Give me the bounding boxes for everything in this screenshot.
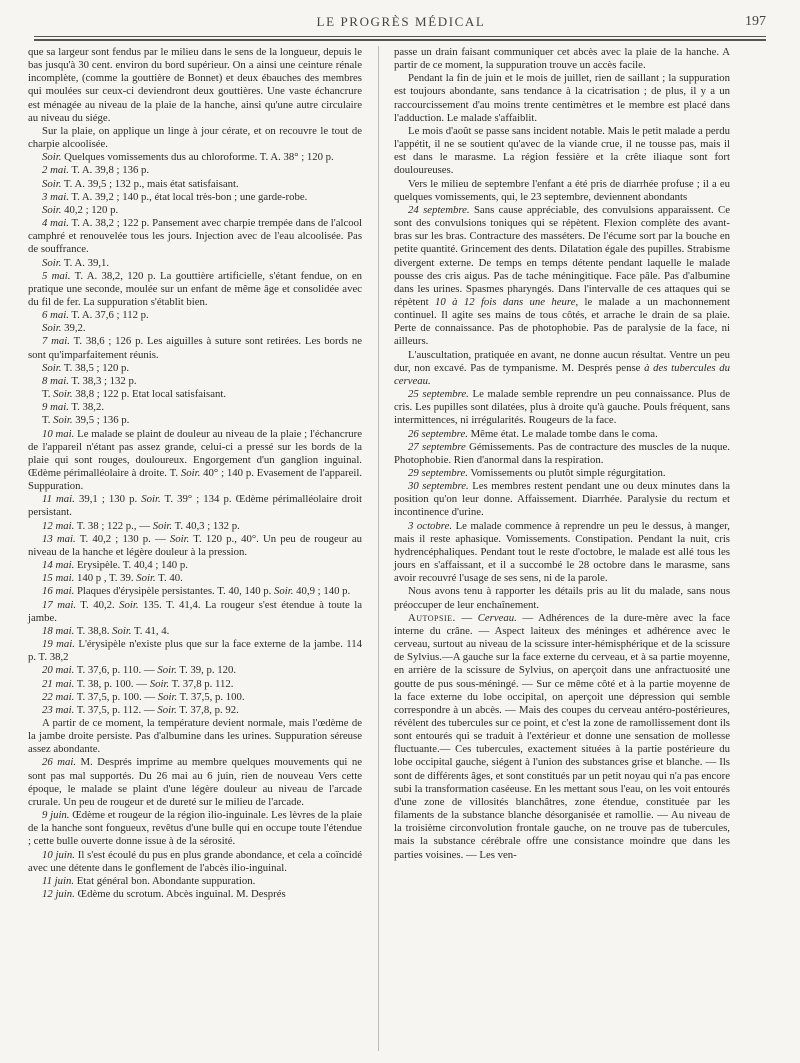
paragraph [28,164,362,177]
paragraph [394,480,730,519]
text-run: Le malade semble reprendre un peu connaissance. Plus de cris. Les pupilles sont dilatées, plus à droite qu'à gauche. Pouls fréquent, sans intermittences, ni irrégularités. Rougeurs de la face. [394,388,730,427]
paragraph [28,217,362,256]
paragraph [394,178,730,204]
text-run: T. 38,3 ; 132 p. [68,374,137,387]
text-run: T. A. 38,2, 120 p. La gouttière artificielle, s'étant fendue, on en pratique une seconde, moulée sur un enfant de même âge et consolidée avec du fil de fer. La suppuration s'établit bien. [28,269,362,308]
text-run: T. 40. [155,572,183,585]
text-run: — [455,611,478,624]
italic-text: Soir. [42,203,62,216]
paragraph [394,72,730,125]
text-run: Erysipèle. T. 40,4 ; 140 p. [74,559,188,572]
paragraph [28,270,362,309]
italic-text: 8 mai. [42,374,69,387]
text-run: Etat général bon. Abondante suppuration. [74,874,256,887]
text-run: Sur la plaie, on applique un linge à jour cérate, et on recouvre le tout de charpie alcoolisée. [28,124,362,151]
text-run: T. 39, p. 120. [176,664,237,677]
italic-text: 9 mai. [42,401,69,414]
paragraph [28,362,362,375]
paragraph [28,520,362,533]
right-column [394,46,730,862]
italic-text: 13 mai. [42,532,76,545]
paragraph [28,335,362,361]
italic-text: Cerveau. [477,611,517,624]
text-run: Le malade se plaint de douleur au niveau de la plaie ; l'échancrure de l'appareil n'étant pas assez grande, celui-ci a pressé sur les bords de la plaie qui sont rouges, douloureux. Engorgement d'un ganglion inguinal. Œdème périmalléolaire à droite. T. [28,427,363,479]
italic-text: 16 mai. [42,585,75,598]
left-column [28,46,362,901]
italic-text: 17 mai. [42,598,77,611]
italic-text: Soir. [42,361,62,374]
text-run: Œdème et rougeur de la région ilio-inguinale. Les lèvres de la plaie de la hanche sont fongueux, revêtus d'une bulle qui en occupe toute l'étendue ; cette bulle ouverte donne issue à de la sérosité. [28,809,362,848]
text-run: T. 120 p., 40°. Un peu de rougeur au niveau de la hanche et légère douleur à la pression. [28,532,363,558]
italic-text: Soir. [119,598,139,611]
italic-text: Soir. [169,532,190,545]
text-run: T. A. 39,2 ; 140 p., état local très-bon ; une garde-robe. [68,190,308,203]
italic-text: Soir. [149,677,170,690]
text-run: Les membres restent pendant une ou deux minutes dans la position qu'on leur donne. Affaissement. Diarrhée. Paralysie du rectum et incontinence d'urine. [394,480,730,519]
text-run: T. A. 39,5 ; 132 p., mais état satisfaisant. [61,177,239,190]
italic-text: 29 septembre. [408,467,468,479]
page-number: 197 [745,14,766,29]
paragraph [28,809,362,848]
text-run: Le malade commence à reprendre un peu le dessus, à manger, mais il reste aphasique. Vomissements. Constipation. Pendant la nuit, cris hydrencéphaliques. Pendant tout le reste d'octobre, le malade est allé tous les jours en s'affaissant, et il a succombé le 28 octobre dans le marasme, sans avoir recouvré l'usage de ses sens, ni de la parole. [394,519,730,585]
italic-text: 18 mai. [42,624,75,637]
text-run: T. 40,2. [76,598,120,611]
text-run: Œdème du scrotum. Abcès inguinal. M. Després [74,888,286,900]
paragraph [28,691,362,704]
text-run: , le malade a un machonnement continuel. Il agite ses mains de tous côtés, et arrache le drain de sa plaie. Perte de connaissance. Pas de photophobie. Pas de paralysie de la face, ni ailleurs. [394,295,730,348]
text-run: L'érysipèle n'existe plus que sur la face externe de la jambe. 114 p. T. 38,2 [28,638,363,664]
paragraph [28,257,362,270]
text-run: T. 38 ; 122 p., — [74,519,153,532]
paragraph [28,625,362,638]
paragraph [28,178,362,191]
text-run: 39,5 ; 136 p. [72,414,130,427]
text-run: 40,9 ; 140 p. [293,585,351,598]
text-run: — Adhérences de la dure-mère avec la face interne du crâne. — Aspect laiteux des méninges et adhérence avec le cerveau, surtout au niveau de la scissure inter-hémisphérique et de la scissure de Sylvius.—A gauche sur la face externe du cerveau, et à sa partie moyenne, en arrière de la scissure de Sylvius, on aperçoit dans une anfractuosité une goutte de pus sous-méningé. — Sur ce même côté et à la partie moyenne de la face externe du lobe occipital, on aperçoit une dépression qui semble correspondre à un abcès. — Mais des coupes du cerveau antéro-postérieures, révèlent des tubercules sur ce point, et c'est la zone de ramollissement dont ils sont entourés qui se traduit à l'extérieur et donne une sensation de mollesse fluctuante.— Ces tubercules, exactement situées à la partie postérieure du lobe occipital gauche, siégent à l'union des substances grise et blanche. — Ils sont de différents âges, et sont constitués par un petit noyau qui n'a pas encore subi la transformation caséeuse. En les mettant sous l'eau, on les voit entourés d'une zone de villosités blanchâtres, zone étendue, constituée par les filaments de la substance blanche désorganisée et ramollie. — Au niveau de la troisième circonvolution frontale gauche, on ne trouve pas de tubercules, mais la substance cérébrale offre une consistance moindre que dans les parties voisines. — Les ven- [394,611,731,861]
italic-text: 3 mai. [42,190,69,203]
italic-text: Soir. [53,388,73,401]
paragraph [394,520,730,586]
text-run: 39,1 ; 130 p. [74,493,142,506]
paragraph [28,559,362,572]
italic-text: 12 juin. [42,888,75,900]
italic-text: 10 juin. [42,848,75,861]
italic-text: 9 juin. [42,809,70,822]
text-run: Vomissements ou plutôt simple régurgitation. [467,467,666,479]
paragraph [394,428,730,441]
paragraph [28,599,362,625]
text-run: Le mois d'août se passe sans incident notable. Mais le petit malade a perdu l'appétit, il ne se soutient qu'avec de la viande crue, il ne tousse pas, mais il est dans le marasme. La région fessière et la crête iliaque sont fort douloureuses. [394,124,730,177]
text-run: T. 38, p. 100. — [74,677,150,690]
paragraph [28,322,362,335]
text-run: que sa largeur sont fendus par le milieu dans le sens de la longueur, depuis le bas jusqu'à 30 cent. environ du bord supérieur. On a ainsi une ceinture rénale incomplète, (comme la gouttière de Bonnet) et deux ébauches des membres qui moulées sur ceux-ci deviendront deux gouttières. Une vaste échancrure est ménagée au niveau de la plaie de la hanche, ainsi qu'une autre circulaire au niveau du siége. [28,46,362,124]
paragraph [28,756,362,809]
text-run: 135. T. 41,4. La rougeur s'est étendue à toute la jambe. [28,598,363,624]
paragraph [394,46,730,72]
italic-text: 30 septembre. [408,480,469,493]
italic-text: Soir. [157,703,177,716]
text-run: A partir de ce moment, la température devient normale, mais l'œdème de la jambe droite persiste. Pas d'albumine dans les urines. Suppuration séreuse assez abondante. [28,716,362,756]
text-run: Gémissements. Pas de contracture des muscles de la nuque. Photophobie. Rien d'anormal dans la respiration. [394,440,730,466]
italic-text: 27 septembre [408,440,466,453]
italic-text: 7 mai. [42,335,70,348]
italic-text: 21 mai. [42,677,75,690]
paragraph [28,717,362,756]
text-run: T. 38,8. [74,624,113,637]
paragraph [28,585,362,598]
text-run: T. A. 39,1. [61,256,110,269]
italic-text: Soir. [152,519,173,532]
text-run: T. 37,8, p. 92. [176,703,239,716]
italic-text: 3 octobre. [408,519,453,532]
italic-text: 26 mai. [42,756,77,769]
paragraph [394,204,730,349]
italic-text: Soir. [53,414,73,427]
text-run: Quelques vomissements dus au chloroforme. T. A. 38° ; 120 p. [61,151,334,164]
paragraph [394,467,730,480]
italic-text: 11 mai. [42,493,75,506]
italic-text: Soir. [141,493,161,506]
paragraph [394,388,730,427]
journal-title: LE PROGRÈS MÉDICAL [316,14,486,29]
paragraph [28,191,362,204]
paragraph [28,46,362,125]
text-run: T. 37,5, p. 100. [177,690,245,703]
paragraph [28,151,362,164]
text-run: T. [42,388,54,401]
text-run: T. A. 37,6 ; 112 p. [68,309,149,322]
italic-text: 10 à 12 fois dans une heure [434,295,576,308]
paragraph [28,204,362,217]
italic-text: 26 septembre. [408,427,468,440]
italic-text: 25 septembre. [408,388,469,401]
italic-text: 10 mai. [42,427,75,440]
italic-text: Soir. [42,256,62,269]
paragraph [28,493,362,519]
text-run: 39,2. [61,322,86,335]
paragraph [394,125,730,178]
italic-text: Soir. [42,322,62,335]
paragraph [28,125,362,151]
text-run: T. 39° ; 134 p. Œdème périmalléolaire droit persistant. [28,493,362,519]
paragraph [394,441,730,467]
text-run: T. 38,6 ; 126 p. Les aiguilles à suture sont retirées. Les bords ne sont qu'imparfaitement réunis. [28,335,363,361]
paragraph [28,428,362,494]
text-run: Sans cause appréciable, des convulsions apparaissent. Ce sont des convulsions toniques qui se répètent. Flexion complète des avant-bras sur les bras. Contracture des masséters. De l'écume sort par la bouche en petite quantité. Grincement des dents. Dilatation égale des pupilles. Strabisme divergent externe. De temps en temps détente pendant laquelle le malade pousse des cris aigus. Pas de tache méningitique. Face pâle. Pas d'albumine dans les urines. Spasmes pharyngés. Dans l'intervalle de ces attaques qui se répètent [394,203,730,308]
paragraph [28,888,362,901]
text-run: Nous avons tenu à rapporter les détails pris au lit du malade, sans nous préoccuper de leur enchaînement. [394,585,730,611]
paragraph [28,638,362,664]
text-run: Pendant la fin de juin et le mois de juillet, rien de saillant ; la suppuration est toujours abondante, sans tendance à la cicatrisation ; de plus, il y a un raccourcissement d'au moins trente centimètres et le membre est placé dans l'adduction. Le malade s'affaiblit. [394,72,730,124]
text-run: T. 37,6, p. 110. — [74,664,158,677]
paragraph [28,572,362,585]
paragraph [28,664,362,677]
text-run: T. A. 38,2 ; 122 p. Pansement avec charpie trempée dans de l'alcool camphré et renouvelée tous les jours. Injection avec de l'eau alcoolisée. Pas de souffrance. [28,217,362,256]
text-run: T. 37,5, p. 100. — [74,690,158,703]
italic-text: 20 mai. [42,664,75,677]
small-caps-text: Autopsie. [408,611,456,624]
text-run: 140 p , T. 39. [74,572,137,585]
text-run: Même état. Le malade tombe dans le coma. [467,427,658,440]
paragraph [394,612,730,862]
text-run: T. 41, 4. [131,624,170,637]
text-run: T. 40,2 ; 130 p. — [75,532,170,545]
text-run: Plaques d'érysipèle persistantes. T. 40, 140 p. [74,585,275,598]
text-run: Il s'est écoulé du pus en plus grande abondance, et cela a coïncidé avec une détente dans le gonflement de l'abcès ilio-inguinal. [28,848,362,874]
paragraph [28,533,362,559]
italic-text: Soir. [42,151,62,164]
italic-text: 11 juin. [42,874,75,887]
paragraph [28,414,362,427]
paragraph [28,849,362,875]
paragraph [394,585,730,611]
text-run: T. 38,5 ; 120 p. [61,361,130,374]
italic-text: 22 mai. [42,690,75,703]
header-rule [34,36,766,37]
paragraph [28,678,362,691]
italic-text: 23 mai. [42,703,75,716]
paragraph [28,704,362,717]
italic-text: 14 mai. [42,559,75,572]
italic-text: Soir. [42,177,62,190]
italic-text: à des tubercules du cerveau. [394,361,730,387]
text-run: T. A. 39,8 ; 136 p. [68,164,150,177]
italic-text: 4 mai. [42,217,69,230]
italic-text: 6 mai. [42,309,69,322]
column-divider [378,46,379,1051]
paragraph [394,349,730,388]
paragraph [28,875,362,888]
text-run: T. 37,8 p. 112. [169,677,234,690]
text-run: Vers le milieu de septembre l'enfant a été pris de diarrhée profuse ; il a eu quelques vomissements, qui, le 23 septembre, deviennent abondants [394,177,730,203]
italic-text: 15 mai. [42,572,75,585]
text-run: T. [42,414,54,427]
paragraph [28,375,362,388]
italic-text: Soir. [157,664,177,677]
text-run: 38,8 ; 122 p. Etat local satisfaisant. [72,388,227,401]
italic-text: Soir. [274,585,294,598]
italic-text: 12 mai. [42,519,75,532]
text-run: T. 38,2. [68,401,105,414]
paragraph [28,388,362,401]
header-rule-double [34,39,766,41]
italic-text: 24 septembre. [408,203,470,216]
text-run: T. 37,5, p. 112. — [74,703,158,716]
italic-text: Soir. [136,572,156,585]
italic-text: 5 mai. [42,269,71,282]
paragraph [28,309,362,322]
page-header [36,14,766,36]
italic-text: Soir. [180,467,201,479]
paragraph [28,401,362,414]
italic-text: 19 mai. [42,638,75,651]
italic-text: 2 mai. [42,164,69,177]
text-run: 40° ; 140 p. Evasement de l'appareil. Suppuration. [28,467,363,493]
text-run: M. Després imprime au membre quelques mouvements qui ne sont pas mal supportés. Du 26 mai au 6 juin, rien de nouveau Vers cette époque, le malade se plaint d'une légère douleur au niveau de l'arcade crurale. Un peu de rougeur et de dureté sur le milieu de l'arcade. [28,756,363,808]
text-run: L'auscultation, pratiquée en avant, ne donne aucun résultat. Ventre un peu dur, non excavé. Pas de tympanisme. M. Després pense [394,348,730,374]
italic-text: Soir. [157,690,178,703]
text-run: 40,2 ; 120 p. [61,203,119,216]
text-run: passe un drain faisant communiquer cet abcès avec la plaie de la hanche. A partir de ce moment, la suppuration trouve un accès facile. [394,46,730,72]
italic-text: Soir. [112,624,132,637]
text-run: T. 40,3 ; 132 p. [172,519,240,532]
